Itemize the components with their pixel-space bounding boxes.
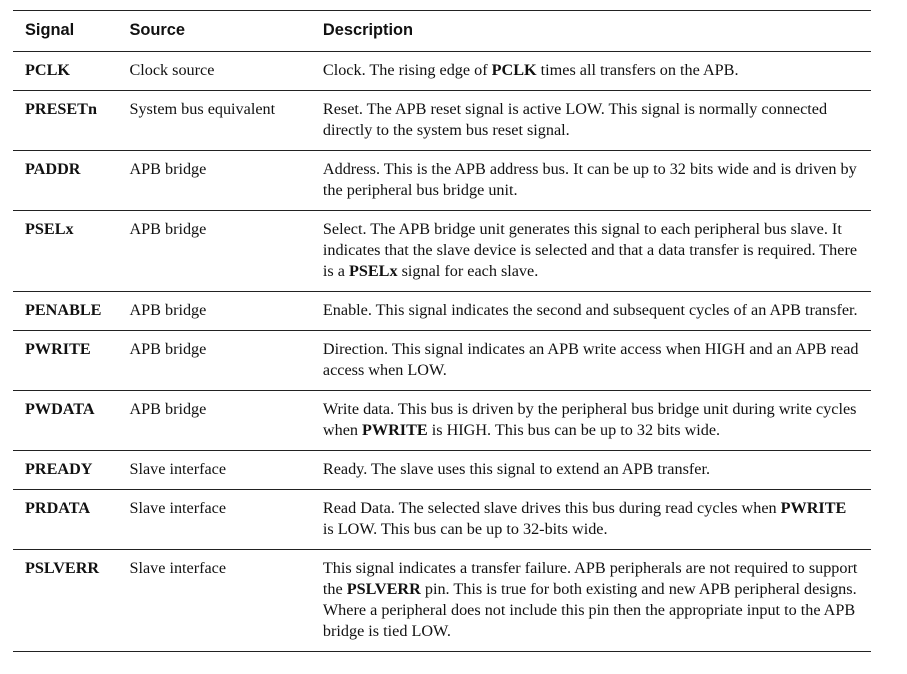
header-source: Source [129,11,322,52]
source-cell: Slave interface [129,451,322,490]
table-body [13,52,871,652]
description-text: Direction. This signal indicates an APB write access when HIGH and an APB read access when LOW. [322,340,859,379]
header-signal: Signal [13,11,129,52]
description-text: signal for each slave. [397,262,539,280]
table-row [13,451,871,490]
signal-cell: PRDATA [13,490,129,550]
table-header [13,11,871,52]
description-text: times all transfers on the APB. [536,61,739,79]
signal-cell: PSLVERR [13,550,129,652]
table-row [13,331,871,391]
description-text: is HIGH. This bus can be up to 32 bits wide. [427,421,721,439]
table-row [13,52,871,91]
description-signal-ref: PSELx [348,262,398,280]
description-cell [323,490,871,550]
description-text: Ready. The slave uses this signal to extend an APB transfer. [322,460,710,478]
description-cell [323,91,871,151]
description-cell [323,151,871,211]
description-cell [323,52,871,91]
description-cell [323,391,871,451]
description-text: is LOW. This bus can be up to 32-bits wide. [322,520,608,538]
signal-cell: PADDR [13,151,129,211]
description-cell [323,211,871,292]
description-signal-ref: PCLK [491,61,537,79]
signal-cell: PCLK [13,52,129,91]
description-signal-ref: PSLVERR [346,580,421,598]
description-cell [323,292,871,331]
header-description: Description [323,11,871,52]
table-row [13,550,871,652]
source-cell: APB bridge [129,331,322,391]
description-text: Reset. The APB reset signal is active LOW. This signal is normally connected directly to the system bus reset signal. [322,100,828,139]
description-signal-ref: PWRITE [362,421,428,439]
source-cell: APB bridge [129,292,322,331]
description-text: Select. The APB bridge unit generates this signal to each peripheral bus slave. It indicates that the slave device is selected and that a data transfer is required. There is a [322,220,858,280]
source-cell: APB bridge [129,391,322,451]
signal-table [13,10,871,652]
source-cell: System bus equivalent [129,91,322,151]
description-text: Clock. The rising edge of [322,61,492,79]
table-row [13,391,871,451]
description-text: Enable. This signal indicates the second and subsequent cycles of an APB transfer. [322,301,858,319]
signal-cell: PENABLE [13,292,129,331]
source-cell: APB bridge [129,211,322,292]
description-text: Read Data. The selected slave drives this bus during read cycles when [322,499,781,517]
source-cell: APB bridge [129,151,322,211]
table-row [13,151,871,211]
table-row [13,91,871,151]
description-cell [323,550,871,652]
description-text: Write data. This bus is driven by the peripheral bus bridge unit during write cycles when [322,400,857,439]
description-cell [323,451,871,490]
header-row [13,11,871,52]
signal-cell: PWRITE [13,331,129,391]
table-row [13,211,871,292]
source-cell: Slave interface [129,550,322,652]
source-cell: Clock source [129,52,322,91]
signal-cell: PRESETn [13,91,129,151]
signal-cell: PSELx [13,211,129,292]
description-signal-ref: PWRITE [780,499,847,517]
description-text: Address. This is the APB address bus. It can be up to 32 bits wide and is driven by the peripheral bus bridge unit. [322,160,857,199]
table-row [13,292,871,331]
source-cell: Slave interface [129,490,322,550]
description-cell [323,331,871,391]
description-text: This signal indicates a transfer failure. APB peripherals are not required to support the [322,559,858,598]
description-text: pin. This is true for both existing and new APB peripheral designs. Where a peripheral does not include this pin then the appropriate input to the APB bridge is tied LOW. [322,580,857,640]
signal-cell: PWDATA [13,391,129,451]
signal-cell: PREADY [13,451,129,490]
table-row [13,490,871,550]
